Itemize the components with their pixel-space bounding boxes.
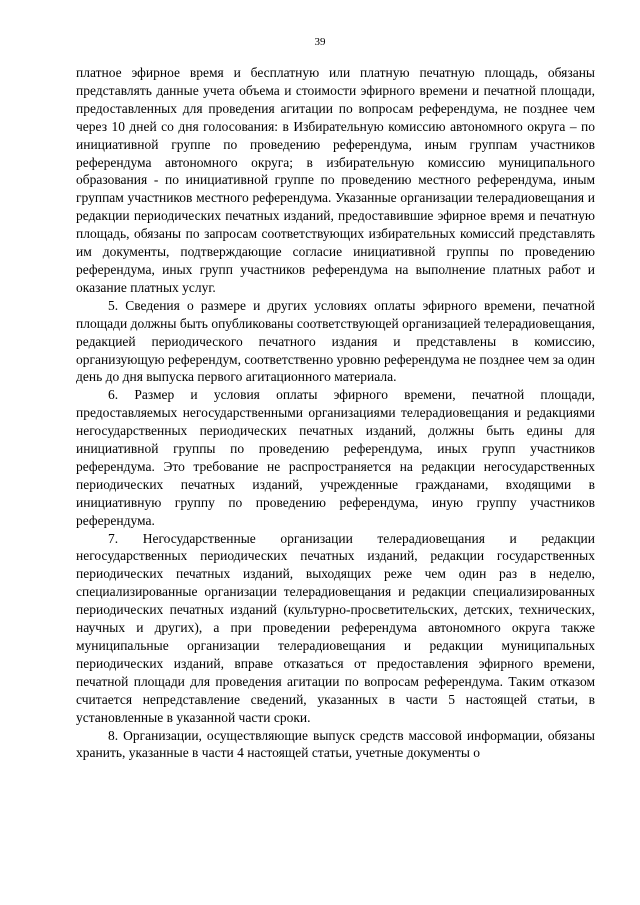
paragraph-part-6: 6. Размер и условия оплаты эфирного времени, печатной площади, предоставляемых негосударственными организациями телерадиовещания и редакциями негосударственных периодических печатных изданий, должны быть едины для инициативной группы по проведению референдума, иных групп участников референдума. Это требование не распространяется на редакции негосударственных периодических печатных изданий, учрежденные гражданами, входящими в инициативную группу по проведению референдума, иную группу участников референдума. [76,387,595,528]
paragraph-part-5: 5. Сведения о размере и других условиях оплаты эфирного времени, печатной площади должны быть опубликованы соответствующей организацией телерадиовещания, редакцией периодического печатного издания и представлены в комиссию, организующую референдум, соответственно уровню референдума не позднее чем за один день до дня выпуска первого агитационного материала. [76,297,595,385]
document-body [76,64,595,762]
paragraph-part-8: 8. Организации, осуществляющие выпуск средств массовой информации, обязаны хранить, указанные в части 4 настоящей статьи, учетные документы о [76,727,595,761]
paragraph-part-7: 7. Негосударственные организации телерадиовещания и редакции негосударственных периодических печатных изданий, редакции государственных периодических печатных изданий, выходящих реже чем один раз в неделю, специализированные организации телерадиовещания и редакции специализированных периодических печатных изданий (культурно-просветительских, детских, технических, научных и других), а при проведении референдума автономного округа также муниципальные организации телерадиовещания и редакции муниципальных периодических изданий, вправе отказаться от предоставления эфирного времени, печатной площади для проведения агитации по вопросам референдума. Таким отказом считается непредставление сведений, указанных в части 5 настоящей статьи, в установленные в указанной части сроки. [76,530,595,725]
paragraph-continuation: платное эфирное время и бесплатную или платную печатную площадь, обязаны представлять данные учета объема и стоимости эфирного времени и печатной площади, предоставленных для проведения агитации по вопросам референдума, не позднее чем через 10 дней со дня голосования: в Избирательную комиссию автономного округа – по инициативной группе по проведению референдума, иным группам участников референдума автономного округа; в избирательную комиссию муниципального образования - по инициативной группе по проведению местного референдума, иным группам участников местного референдума. Указанные организации телерадиовещания и редакции периодических печатных изданий, предоставившие эфирное время и печатную площадь, обязаны по запросам соответствующих избирательных комиссий представлять им документы, подтверждающие согласие инициативной группы по проведению референдума, иных групп участников референдума на выполнение платных работ и оказание платных услуг. [76,65,595,295]
page-number: 39 [314,36,326,48]
